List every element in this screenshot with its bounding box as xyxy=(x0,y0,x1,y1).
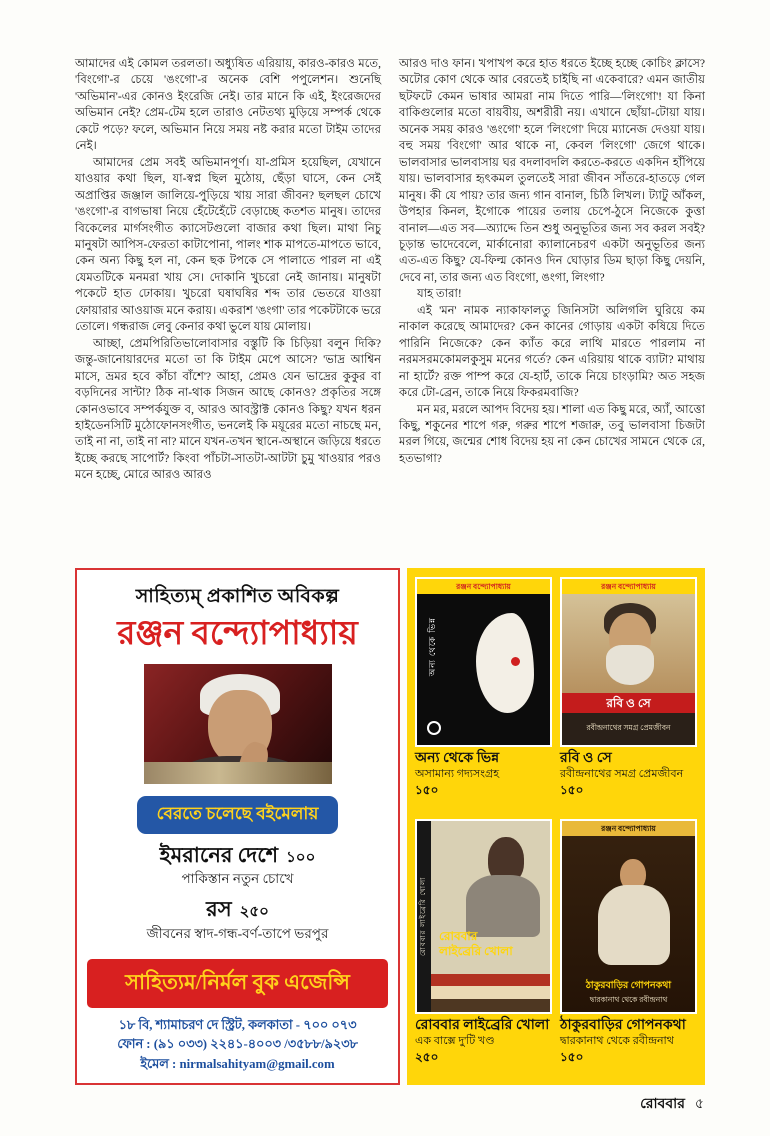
book-cover-robbar-library-khola xyxy=(415,819,552,1014)
article-paragraph: আমাদের প্রেম সবই অভিমানপূর্ণ। যা-প্রমিস হয়েছিল, যেখানে যাওয়ার কথা ছিল, যা-স্বপ্ন ছিল মুঠোয়, ছেঁড়া ঘাসে, কেন সেই অপ্রাপ্তির জঞ্জাল জালিয়ে-পুড়িয়ে খায় সারা জীবন? ছলছল চোখে 'ঙংগো'-র বাগভাষা নিয়ে হেঁটেহেঁটে বেড়াচ্ছে কতশত মানুষ। তাদের বিকেলের মার্গসংগীত ক্যাসেটগুলো বাজার কথা ছিল। মাথা নিচু মানুষটা আপিস-ফেরতা কাটাপোনা, পালং শাক মাপতে-মাপতে ভাবে, কেন অন্য কিছু হল না, কেন ছক টপকে সে পালাতে পারল না এই যেমতটিকে মনমরা খায় সে। দোকানি খুচরো নেই জানায়। মানুষটা পকেটে হাত ঢোকায়। খুচরো ঘষাঘষির শব্দ তার ভেতরে যাওয়া ফোয়ারার আওয়াজ মনে করায়। একরাশ 'ঙংগা' তার পকেটটাকে ভরে তোলে। গন্ধরাজ লেবু কেনার কথা ভুলে যায় মোলায়। xyxy=(75,155,381,334)
book-subtitle: এক বাক্সে দু'টি খণ্ড xyxy=(415,1034,495,1047)
cover-title-band: রবি ও সে xyxy=(562,693,695,713)
book-stack-shape xyxy=(431,974,552,986)
portrait-beard-shape xyxy=(606,645,654,685)
book-grid xyxy=(407,568,705,1085)
cover-subtitle-text: রবীন্দ্রনাথের সমগ্র প্রেমজীবন xyxy=(562,713,695,745)
agency-phone: ফোন : (৯১ ০৩৩) ২২৪১-৪০০৩ /৩৫৮৮/৯২৩৮ xyxy=(117,1037,358,1052)
book-subtitle: দ্বারকানাথ থেকে রবীন্দ্রনাথ xyxy=(560,1034,674,1047)
cover-title-text: ঠাকুরবাড়ির গোপনকথা xyxy=(585,981,672,991)
painting-robe-shape xyxy=(598,885,670,965)
book-price: ১৫০ xyxy=(560,782,584,797)
article-column-left xyxy=(75,56,381,561)
book-cover-onno-theke-bhinno xyxy=(415,577,552,747)
cover-title-text: অন্য থেকে ভিন্ন xyxy=(427,617,437,677)
book-subtitle: অসামান্য গদ্যসংগ্রহ xyxy=(415,767,499,780)
silhouette-face-shape xyxy=(476,613,534,713)
article-body xyxy=(75,56,705,561)
agency-address: ১৮ বি, শ্যামাচরণ দে স্ট্রিট, কলকাতা - ৭০০ ০৭৩ xyxy=(118,1017,357,1032)
publisher-line: সাহিত্যম্ প্রকাশিত অবিকল্প xyxy=(135,586,340,607)
red-dot-shape xyxy=(511,657,520,666)
page-number: ৫ xyxy=(694,1097,704,1112)
book-card-robbar-library-khola xyxy=(415,819,552,1076)
book-subtitle: রবীন্দ্রনাথের সমগ্র প্রেমজীবন xyxy=(560,767,684,780)
cover-subtitle-text: দ্বারকানাথ থেকে রবীন্দ্রনাথ xyxy=(589,995,668,1004)
cover-author-strip: রঞ্জন বন্দ্যোপাধ্যায় xyxy=(417,579,550,594)
article-paragraph: আরও দাও ফান। খপাখপ করে হাত ধরতে ইচ্ছে হচ্ছে কোচিং ক্লাসে? অটোর কোণ থেকে আর বেরতেই চাইছি না একেবারে? এমন জাতীয় ছটফটে কেমন ভাষার আমরা নাম দিতে পারি—'লিংগো'! যা কিনা বাকিগুলোর মতো বায়বীয়, অশরীরী নয়। এখানে ছোঁয়া-টোয়া যায়। অনেক সময় কারও 'ঙংগো' হলে 'লিংগো' দিয়ে ম্যানেজ দেওয়া যায়। বহু সময় 'বিংগো' আর থাকে না, কেবল 'লিংগো' জেগে থাকে। ভালবাসার ভালবাসায় ঘর বদলাবদলি করতে-করতে একদিন হাঁপিয়ে যায়। ভালবাসার হৃৎকমল তুলতেই সারা জীবন সাঁতরে-হাতড়ে গেল মানুষ। কী যে পায়? তার জন্য গান বানাল, চিঠি লিখল। ট্যাটু আঁকল, উপহার কিনল, ইগোকে পায়ের তলায় চেপে-ঠুসে নিজেকে কুত্তা বানাল—এত সব—অ্যাদ্দে তিন শুধু অনুভূতির জন্য সব করল সবই? চূড়ান্ত ভাদেবেলে, মার্কানোরা ক্যালানেচরণ একটা অনুভূতির জন্য এত-এত কিছু? যে-ফিল্ম কোনও দিন ঘোড়ার ডিম ছাড়া কিছু দেয়নি, দেবে না, তার জন্য এত বিংগো, ঙংগা, লিংগা? xyxy=(399,57,705,284)
book-title: রোববার লাইব্রেরি খোলা xyxy=(415,1018,550,1033)
ad-book1-title: ইমরানের দেশে xyxy=(159,843,279,868)
book-card-thakurbarir-goponkotha xyxy=(560,819,697,1076)
book-title: অন্য থেকে ভিন্ন xyxy=(415,751,500,766)
author-name: রঞ্জন বন্দ্যোপাধ্যায় xyxy=(117,616,358,652)
book-card-robi-o-se xyxy=(560,577,697,809)
page-footer xyxy=(640,1092,704,1116)
ad-book1-subtitle: পাকিস্তান নতুন চোখে xyxy=(181,871,294,887)
ad-book2-title: রস xyxy=(206,897,232,922)
publisher-ad xyxy=(75,568,400,1085)
article-column-right xyxy=(399,56,705,561)
book-cover-thakurbarir-goponkotha xyxy=(560,819,697,1014)
ad-book2-price: ২৫০ xyxy=(239,904,269,921)
book-title: রবি ও সে xyxy=(560,751,612,766)
cover-spine-text: রোববার লাইব্রেরি খোলা xyxy=(417,821,431,1012)
book-price: ২৫০ xyxy=(415,1049,439,1064)
agency-email: ইমেল : nirmalsahityam@gmail.com xyxy=(140,1057,335,1072)
ad-book1-price: ১০০ xyxy=(286,850,316,867)
cover-author-strip: রঞ্জন বন্দ্যোপাধ্যায় xyxy=(562,579,695,594)
book-price: ১৫০ xyxy=(560,1049,584,1064)
book-stack-shape xyxy=(431,999,552,1012)
book-cover-robi-o-se xyxy=(560,577,697,747)
cover-author-strip: রঞ্জন বন্দ্যোপাধ্যায় xyxy=(562,821,695,836)
book-card-onno-theke-bhinno xyxy=(415,577,552,809)
article-paragraph: এই 'মন' নামক ন্যাকাফালতু জিনিসটা অলিগলি ঘুরিয়ে কম নাকাল করেছে আমাদের? কেন কানের গোড়ায় একটা কষিয়ে দিতে পারিনি নিজেকে? কেন ক্যাঁত করে লাথি মারতে পারলাম না নরমসরমকোমলকুসুম মনের গর্তে? কেন এরিয়ায় থাকে ব্যাটা? মাথায় না হার্টে? রক্ত পাম্প করে যে-হার্ট, তাকে নিয়ে চাংড়ামি? অত সহজ করে টো-ব্রেন, তাকে নিয়ে ফিকরমবাজি? xyxy=(399,303,705,400)
ring-icon xyxy=(427,721,441,735)
sculpture-torso-shape xyxy=(466,875,540,937)
author-photo xyxy=(144,664,332,784)
book-stack-shape xyxy=(431,986,552,999)
agency-banner: সাহিত্যম/নির্মল বুক এজেন্সি xyxy=(87,959,388,1008)
article-paragraph: আচ্ছা, প্রেমপিরিতিভালোবাসার বস্তুটি কি চিড়িয়া বলুন দিকি? জন্তু-জানোয়ারদের মতো তা কি টাইম মেপে আসে? 'ভাদ্র আশ্বিন মাসে, ভ্রমর হবে কাঁচা বাঁশে'? আহা, প্রেমও যেন ভাদ্রের কুকুর বা বড়দিনের সান্টা? ঠিক না-থাক সিজন আছে কোনও? প্রকৃতির সঙ্গে কোনওভাবে সম্পর্কযুক্ত ব, আরও আবস্ট্রাক্ট কোনও কিছু? যখন ধরন হাইডেনসিটি মুঠোফোনসংগীত, ভনলেই কি ময়ূরের মতো নাচছে মন, তাই না না, তাই না না? মানে যখন-তখন স্থানে-অস্থানে জড়িয়ে ধরতে ইচ্ছে করছে সাপোর্ট? কিংবা পাঁচটা-সাতটা-আটটা চুমু খাওয়ার পরও মনে হচ্ছে, মোরে আরও আরও xyxy=(75,336,381,482)
book-title: ঠাকুরবাড়ির গোপনকথা xyxy=(560,1018,686,1033)
ad-book2-line xyxy=(206,896,269,922)
magazine-name: রোববার xyxy=(640,1097,685,1112)
article-paragraph: যাহ তারা! xyxy=(417,287,462,301)
article-paragraph: মন মর, মরলে আপদ বিদেয় হয়। শালা এত কিছু মরে, অ্যাঁ, আত্তো কিছু, শকুনের শাপে গরু, গরুর শাপে শজারু, তবু ভালবাসা চিজটা মরল গিয়ে, জন্মের শোধ বিদেয় হয় না কেন চোখের সামনে থেকে রে, হতভাগা? xyxy=(399,402,705,465)
book-price: ১৫০ xyxy=(415,782,439,797)
photo-table-shape xyxy=(144,762,332,784)
cover-title-text: রোববার লাইব্রেরি খোলা xyxy=(439,928,513,959)
ad-book2-subtitle: জীবনের স্বাদ-গন্ধ-বর্ণ-তাপে ভরপুর xyxy=(146,925,329,941)
ad-book1-line xyxy=(160,842,316,868)
advertisement-section xyxy=(75,568,705,1085)
article-paragraph: আমাদের এই কোমল তরলতা। অধ্যুষিত এরিয়ায়, কারও-কারও মতে, 'বিংগো'-র চেয়ে 'ঙংগো'-র অনেক বেশি পপুলেশন। শুনেছি 'অভিমান'-এর কোনও ইংরেজি নেই। তার মানে কি এই, ইংরেজদের অভিমান নেই? প্রেম-টেম হলে তারাও নেটতথ্য মুড়িয়ে সম্পর্ক থেকে কেটে পড়ে? ফলে, অভিমান নিয়ে সময় নষ্ট করার মতো টাইম তাদের নেই। xyxy=(75,57,381,153)
bookfair-banner: বেরতে চলেছে বইমেলায় xyxy=(137,796,339,834)
